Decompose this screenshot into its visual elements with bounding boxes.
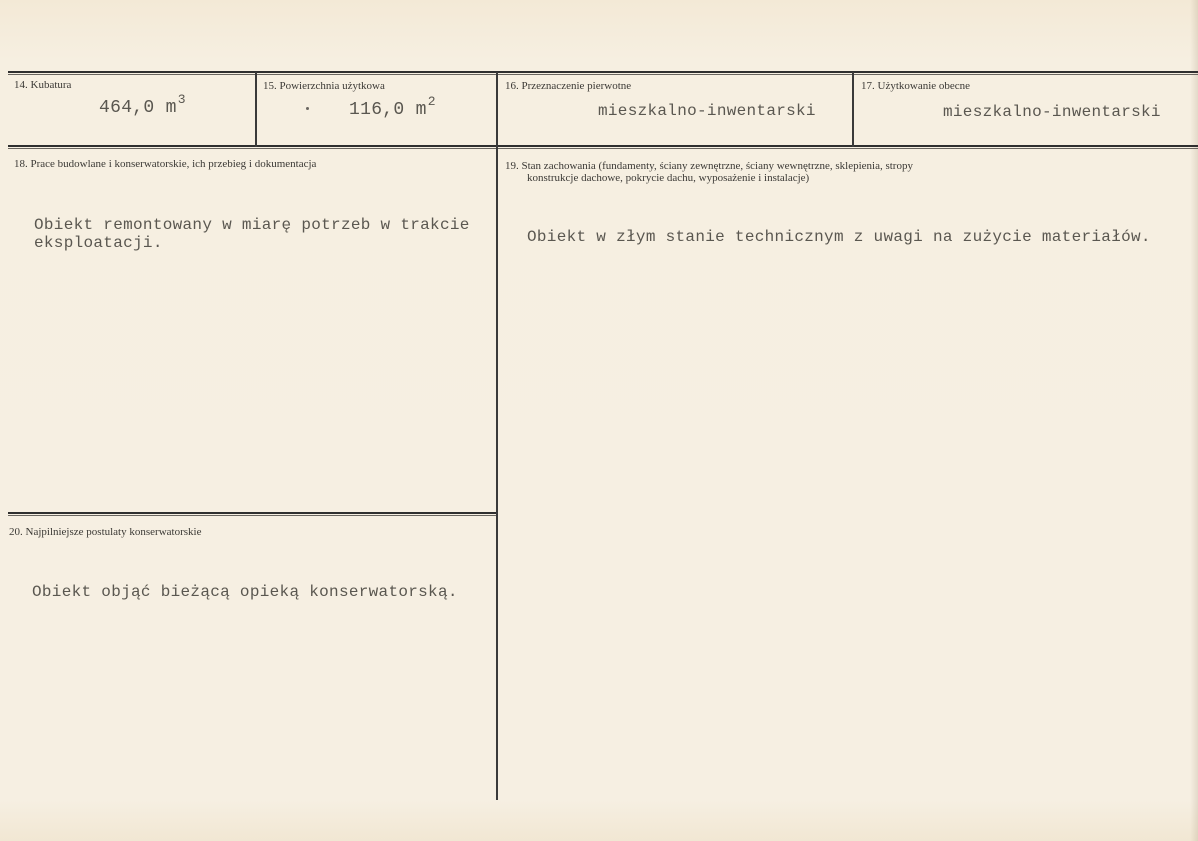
field-14-unit-sup: 3 — [177, 92, 186, 107]
field-18-label: 18. Prace budowlane i konserwatorskie, ich przebieg i dokumentacja — [14, 158, 317, 170]
field-15-label: 15. Powierzchnia użytkowa — [263, 80, 385, 92]
field-14-label: 14. Kubatura — [14, 79, 72, 91]
field-20-value: Obiekt objąć bieżącą opieką konserwatorską. — [32, 583, 458, 601]
field-15-value — [349, 94, 436, 120]
section20-top-rule — [8, 512, 497, 514]
field-14-value-text: 464,0 m — [99, 98, 177, 118]
field-15-unit-sup: 2 — [427, 94, 436, 109]
field-14-value — [99, 92, 186, 118]
field-17-value: mieszkalno-inwentarski — [943, 103, 1161, 121]
field-19-label-line2: konstrukcje dachowe, pokrycie dachu, wyposażenie i instalacje) — [527, 172, 810, 184]
field-18-value-line2: eksploatacji. — [34, 234, 163, 252]
typewriter-dot-mark — [306, 107, 309, 110]
row1-bottom-rule-shadow — [8, 148, 1198, 149]
field-16-label: 16. Przeznaczenie pierwotne — [505, 80, 632, 92]
divider-16-17 — [852, 72, 854, 147]
field-16-value: mieszkalno-inwentarski — [598, 102, 816, 120]
field-15-value-text: 116,0 m — [349, 100, 427, 120]
field-19-value: Obiekt w złym stanie technicznym z uwagi na zużycie materiałów. — [527, 228, 1151, 246]
field-20-label: 20. Najpilniejsze postulaty konserwatorskie — [9, 526, 202, 538]
field-18-value-line1: Obiekt remontowany w miarę potrzeb w trakcie — [34, 216, 470, 234]
section20-top-rule-shadow — [8, 515, 497, 516]
divider-15-16 — [496, 72, 498, 800]
card-edge-shadow — [1190, 0, 1198, 841]
top-rule — [8, 71, 1198, 73]
row1-bottom-rule — [8, 145, 1198, 147]
field-15-label-num: 15 — [263, 80, 274, 92]
field-15-label-text: Powierzchnia użytkowa — [279, 80, 385, 92]
field-17-label: 17. Użytkowanie obecne — [861, 80, 971, 92]
field-19-label-line1: 19. Stan zachowania (fundamenty, ściany zewnętrzne, ściany wewnętrzne, sklepienia, stropy — [505, 160, 913, 172]
top-rule-shadow — [8, 74, 1198, 75]
divider-14-15 — [255, 72, 257, 147]
